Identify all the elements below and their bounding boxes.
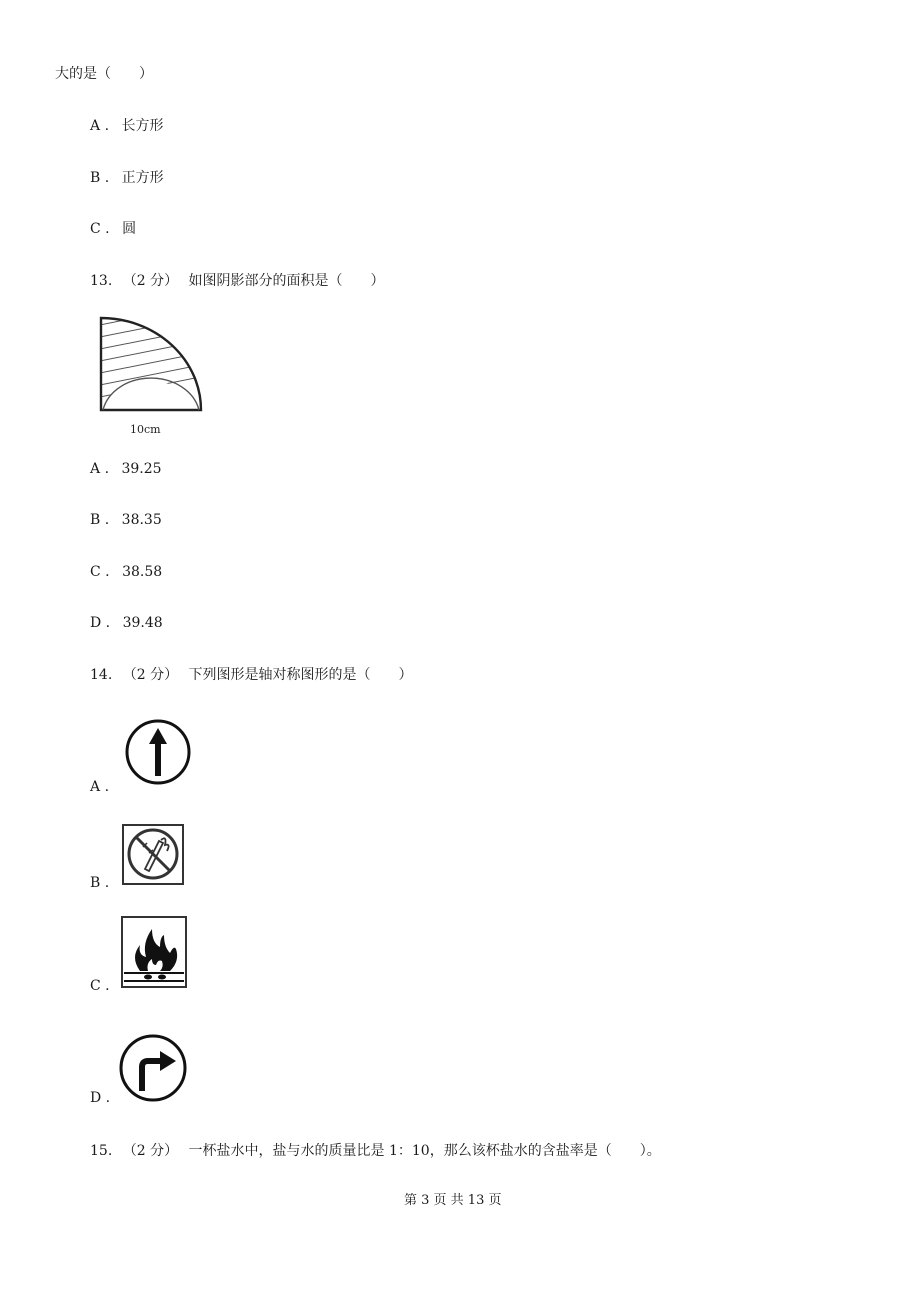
- option-dot: .: [100, 461, 110, 477]
- option-dot: .: [100, 779, 110, 795]
- quarter-circle-figure: [95, 312, 210, 437]
- option-letter: C: [90, 221, 101, 237]
- question-number: 15.: [90, 1143, 113, 1159]
- figure-dimension-label: 10cm: [130, 423, 161, 436]
- option-letter: D: [90, 1090, 102, 1106]
- option-letter: A: [90, 779, 101, 795]
- q13-option-c[interactable]: [90, 563, 162, 581]
- option-text: 39.25: [121, 461, 162, 477]
- quarter-circle-diagram: [95, 312, 210, 437]
- option-dot: .: [100, 170, 110, 186]
- option-text: 长方形: [121, 118, 164, 134]
- question-score: （2 分）: [122, 273, 179, 289]
- q14-option-b[interactable]: [90, 874, 109, 892]
- option-letter: A: [90, 461, 101, 477]
- option-letter: B: [90, 875, 101, 891]
- option-dot: .: [100, 512, 110, 528]
- q12-option-b[interactable]: [90, 169, 164, 187]
- option-text: 38.58: [122, 564, 163, 580]
- question-score: （2 分）: [122, 667, 179, 683]
- option-dot: .: [101, 615, 111, 631]
- question-15-header: [90, 1142, 661, 1160]
- question-12-stem-tail: 大的是（ ）: [55, 66, 153, 82]
- option-text: 39.48: [122, 615, 163, 631]
- option-text: 圆: [122, 221, 137, 237]
- no-fireworks-sign-icon[interactable]: [121, 823, 187, 887]
- option-text: 38.35: [121, 512, 162, 528]
- question-score: （2 分）: [122, 1143, 179, 1159]
- option-dot: .: [100, 118, 110, 134]
- flammable-fire-sign-icon[interactable]: [120, 915, 190, 989]
- option-letter: C: [90, 564, 101, 580]
- option-dot: .: [101, 1090, 111, 1106]
- q12-option-c[interactable]: [90, 220, 136, 238]
- option-dot: .: [100, 221, 110, 237]
- q13-option-a[interactable]: [90, 460, 162, 478]
- option-letter: B: [90, 512, 101, 528]
- page-footer: 第 3 页 共 13 页: [404, 1193, 502, 1208]
- question-13-header: [90, 272, 385, 290]
- option-letter: C: [90, 978, 101, 994]
- q12-option-a[interactable]: [90, 117, 163, 135]
- option-text: 正方形: [121, 170, 164, 186]
- question-number: 13.: [90, 273, 113, 289]
- up-arrow-sign-icon[interactable]: [124, 718, 194, 788]
- q13-option-b[interactable]: [90, 511, 162, 529]
- question-14-header: [90, 666, 413, 684]
- option-dot: .: [100, 875, 110, 891]
- question-stem: 下列图形是轴对称图形的是（ ）: [188, 667, 413, 683]
- q14-option-c[interactable]: [90, 977, 110, 995]
- option-dot: .: [100, 564, 110, 580]
- option-dot: .: [100, 978, 110, 994]
- right-turn-sign-icon[interactable]: [118, 1033, 190, 1105]
- option-letter: A: [90, 118, 101, 134]
- q14-option-a[interactable]: [90, 778, 109, 796]
- q14-option-d[interactable]: [90, 1089, 110, 1107]
- question-number: 14.: [90, 667, 113, 683]
- quarter-circle-outline: [101, 318, 201, 410]
- question-stem: 如图阴影部分的面积是（ ）: [188, 273, 385, 289]
- hatched-region: [95, 312, 210, 398]
- q13-option-d[interactable]: [90, 614, 163, 632]
- option-letter: B: [90, 170, 101, 186]
- semicircle-outline: [103, 378, 199, 410]
- question-stem: 一杯盐水中，盐与水的质量比是 1：10，那么该杯盐水的含盐率是（ ）。: [188, 1143, 661, 1159]
- option-letter: D: [90, 615, 102, 631]
